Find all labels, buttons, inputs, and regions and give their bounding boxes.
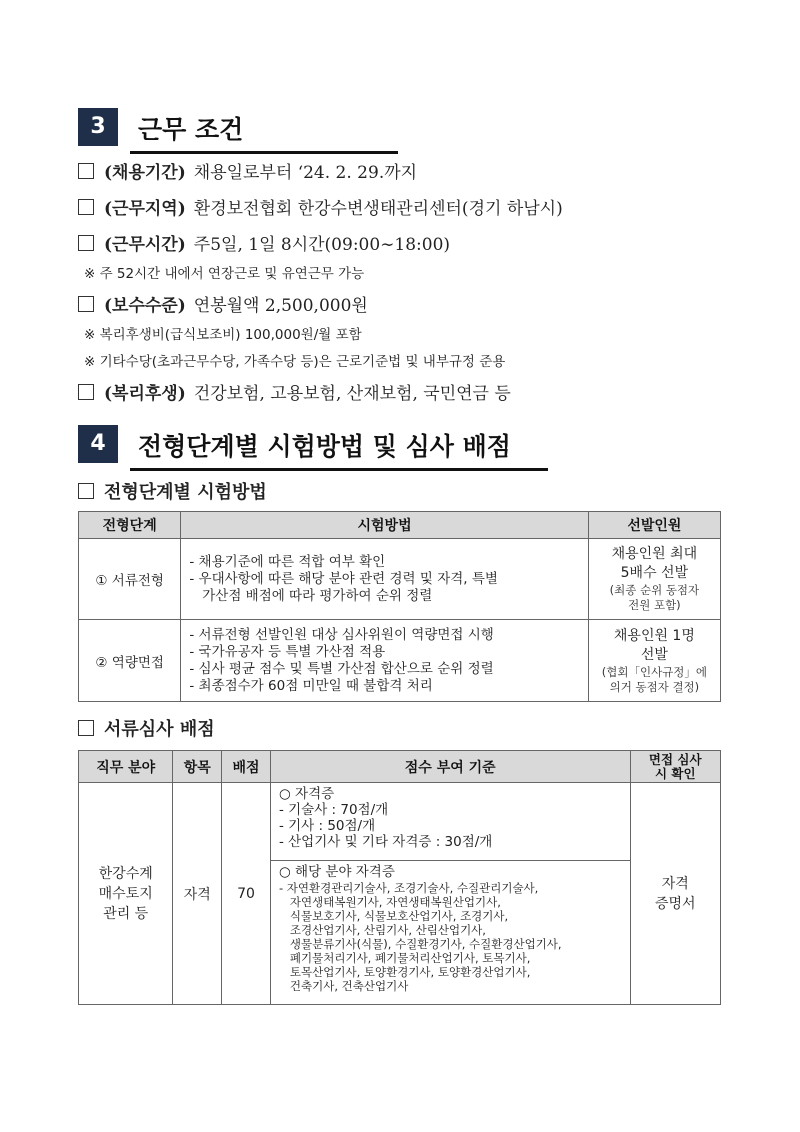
subheading-exam-methods: 전형단계별 시험방법 [78,478,267,504]
section-number: 4 [78,425,118,463]
term-pay-level: (보수수준) 연봉월액 2,500,000원 [78,291,368,316]
term-work-location: (근무지역) 환경보전협회 한강수변생태관리센터(경기 하남시) [78,194,563,219]
item-cell: 자격 [173,783,222,1005]
header-verify: 면접 심사 시 확인 [630,751,720,783]
table-row [79,539,721,620]
verify-cell: 자격 증명서 [630,783,720,1005]
method-cell: - 채용기준에 따른 적합 여부 확인 - 우대사항에 따른 해당 분야 관련 경력 및 자격, 특별 가산점 배점에 따라 평가하여 순위 정렬 [181,539,588,620]
subheading-document-scoring: 서류심사 배점 [78,715,215,741]
note-pay-2: ※ 기타수당(초과근무수당, 가족수당 등)은 근로기준법 및 내부규정 준용 [84,354,506,370]
section-title: 근무 조건 [138,115,244,144]
checkbox-square-icon [78,199,94,215]
criteria-cell: ○ 자격증 - 기술사 : 70점/개 - 기사 : 50점/개 - 산업기사 및 기타 자격증 : 30점/개 [270,783,630,861]
checkbox-square-icon [78,235,94,251]
stage-cell: ① 서류전형 [79,539,181,620]
checkbox-square-icon [78,720,94,736]
header-criteria: 점수 부여 기준 [270,751,630,783]
table-row [79,783,721,861]
checkbox-square-icon [78,163,94,179]
term-employment-period: (채용기간) 채용일로부터 ‘24. 2. 29.까지 [78,158,417,183]
note-pay-1: ※ 복리후생비(급식보조비) 100,000원/월 포함 [84,327,362,343]
term-work-hours: (근무시간) 주5일, 1일 8시간(09:00∼18:00) [78,230,450,255]
criteria-cell: ○ 해당 분야 자격증 - 자연환경관리기술사, 조경기술사, 수질관리기술사, 자연생태복원기사, 자연생태복원산업기사, 식물보호기사, 식물보호산업기사, 조경기사, 조경산업기사, 산림기사, 산림산업기사, 생물분류기사(식물), 수질환경기사, 수질환경산업기사, 폐기물처리기사, 폐기물처리산업기사, 토목기사, 토목산업기사, 토양환경기사, 토양환경산업기사, 건축기사, 건축산업기사 [270,861,630,1005]
heading-underline [130,151,398,154]
table-row [79,620,721,702]
term-welfare: (복리후생) 건강보험, 고용보험, 산재보험, 국민연금 등 [78,379,511,404]
selection-cell: 채용인원 1명 선발 (협회「인사규정」에 의거 동점자 결정) [588,620,720,702]
method-cell: - 서류전형 선발인원 대상 심사위원이 역량면접 시행 - 국가유공자 등 특별 가산점 적용 - 심사 평균 점수 및 특별 가산점 합산으로 순위 정렬 - 최종점수가 60점 미만일 때 불합격 처리 [181,620,588,702]
field-cell: 한강수계 매수토지 관리 등 [79,783,173,1005]
header-item: 항목 [173,751,222,783]
points-cell: 70 [222,783,271,1005]
selection-cell: 채용인원 최대 5배수 선발 (최종 순위 동점자 전원 포함) [588,539,720,620]
header-selection: 선발인원 [588,512,720,539]
header-stage: 전형단계 [79,512,181,539]
heading-underline [130,468,548,471]
note-hours: ※ 주 52시간 내에서 연장근로 및 유연근무 가능 [84,266,365,282]
section-title: 전형단계별 시험방법 및 심사 배점 [138,432,511,461]
checkbox-square-icon [78,483,94,499]
section-number: 3 [78,108,118,146]
stage-cell: ② 역량면접 [79,620,181,702]
header-points: 배점 [222,751,271,783]
score-table [78,750,721,1005]
header-method: 시험방법 [181,512,588,539]
checkbox-square-icon [78,296,94,312]
stages-table [78,511,721,702]
checkbox-square-icon [78,384,94,400]
header-field: 직무 분야 [79,751,173,783]
